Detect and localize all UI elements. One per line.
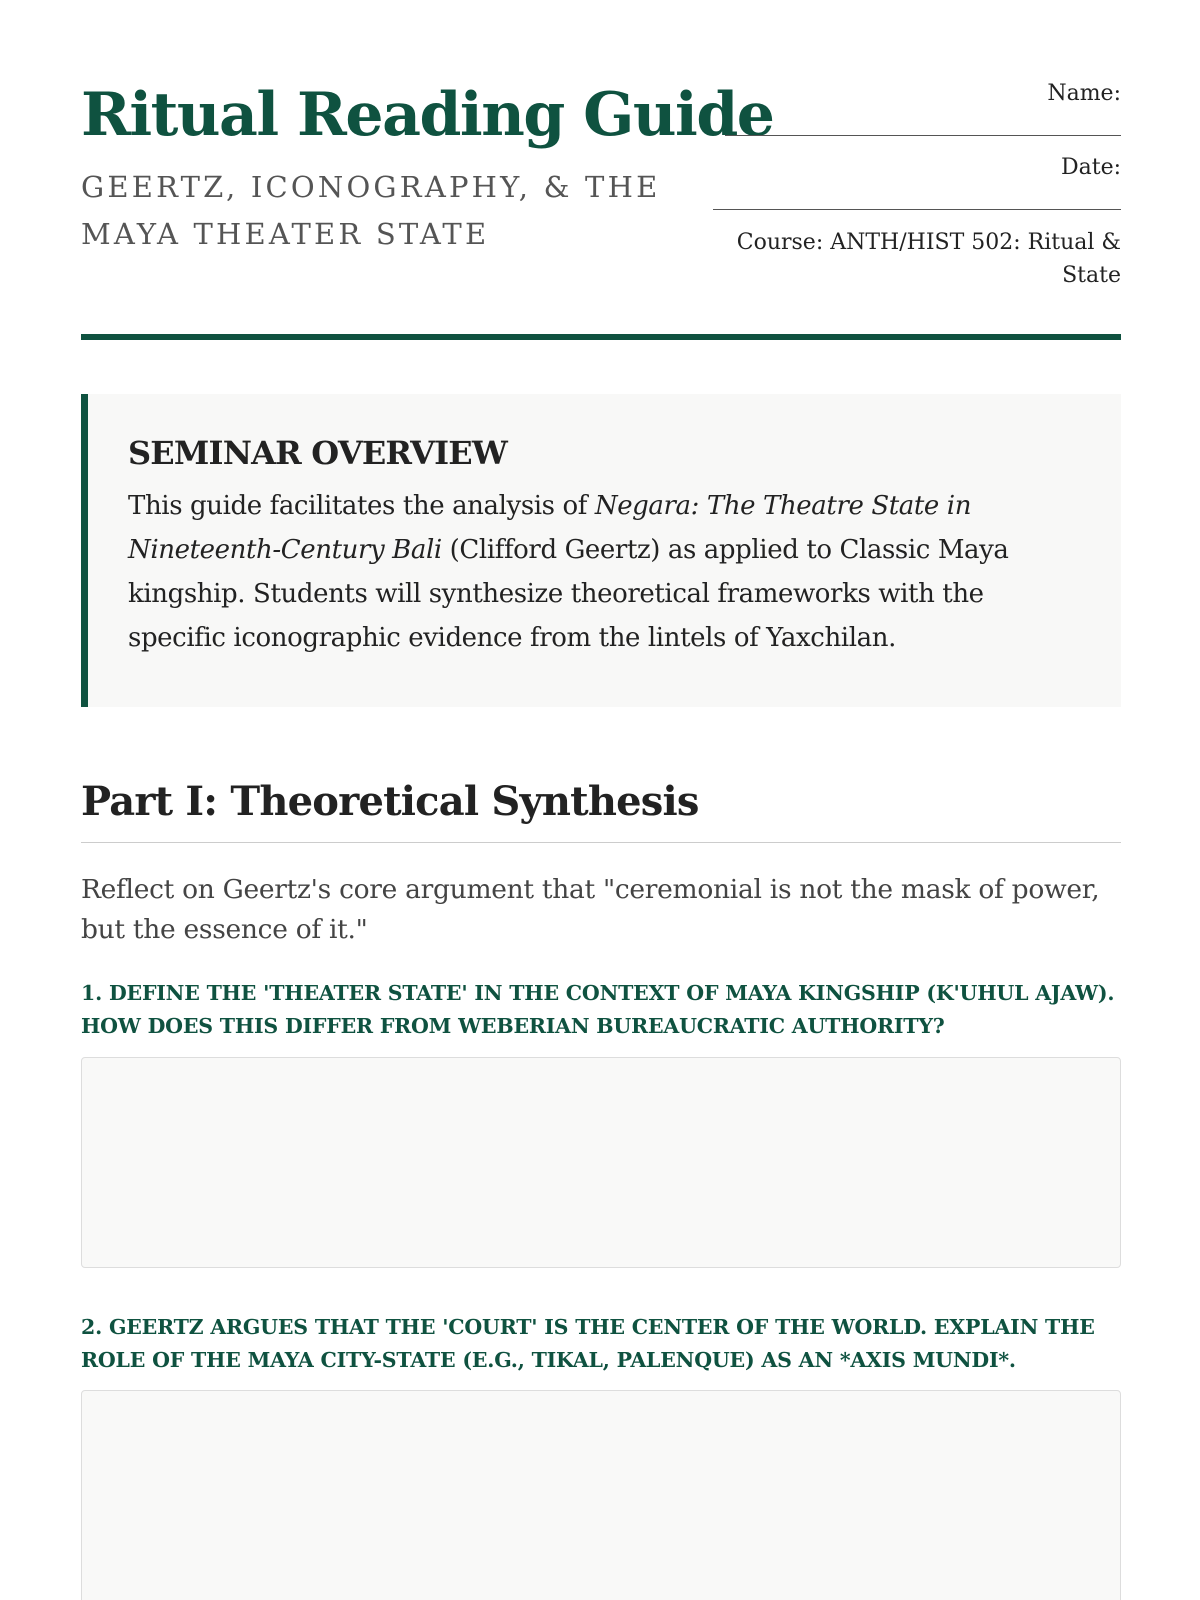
section-intro: Reflect on Geertz's core argument that "ceremonial is not the mask of power, but the essence of it." — [81, 874, 1100, 945]
course-label: Course: ANTH/HIST 502: Ritual & State — [736, 230, 1121, 288]
overview-text-start: This guide facilitates the analysis of — [128, 491, 595, 521]
worksheet-page — [81, 0, 1121, 1372]
header-divider — [81, 334, 1121, 340]
book-title: Negara: The Theatre State in Nineteenth-Century Bali — [128, 491, 972, 565]
question-1: 1. DEFINE THE 'THEATER STATE' IN THE CONTEXT OF MAYA KINGSHIP (K'UHUL AJAW). HOW DOES THIS DIFFER FROM WEBERIAN BUREAUCRATIC AUTHORITY? — [81, 981, 1115, 1038]
question-2: 2. GEERTZ ARGUES THAT THE 'COURT' IS THE CENTER OF THE WORLD. EXPLAIN THE ROLE OF THE MAYA CITY-STATE (E.G., TIKAL, PALENQUE) AS AN *AXIS MUNDI*. — [81, 1315, 1095, 1372]
date-field[interactable] — [713, 209, 1121, 210]
page-title: Ritual Reading Guide — [81, 80, 774, 150]
overview-text — [128, 484, 1081, 660]
page-subtitle: GEERTZ, ICONOGRAPHY, & THE MAYA THEATER STATE — [81, 170, 661, 251]
overview-heading: SEMINAR OVERVIEW — [128, 434, 508, 472]
section-divider — [81, 842, 1121, 843]
overview-text-end: (Clifford Geertz) as applied to Classic Maya kingship. Students will synthesize theoretical frameworks with the specific iconographic evidence from the lintels of Yaxchilan. — [128, 535, 1009, 653]
answer-box-2[interactable] — [81, 1390, 1121, 1600]
seminar-overview-panel — [81, 394, 1121, 707]
name-label: Name: — [1047, 81, 1121, 106]
section-title: Part I: Theoretical Synthesis — [81, 778, 699, 825]
answer-box-1[interactable] — [81, 1057, 1121, 1268]
name-field[interactable] — [725, 135, 1121, 136]
date-label: Date: — [1060, 155, 1121, 180]
header — [81, 0, 1121, 345]
